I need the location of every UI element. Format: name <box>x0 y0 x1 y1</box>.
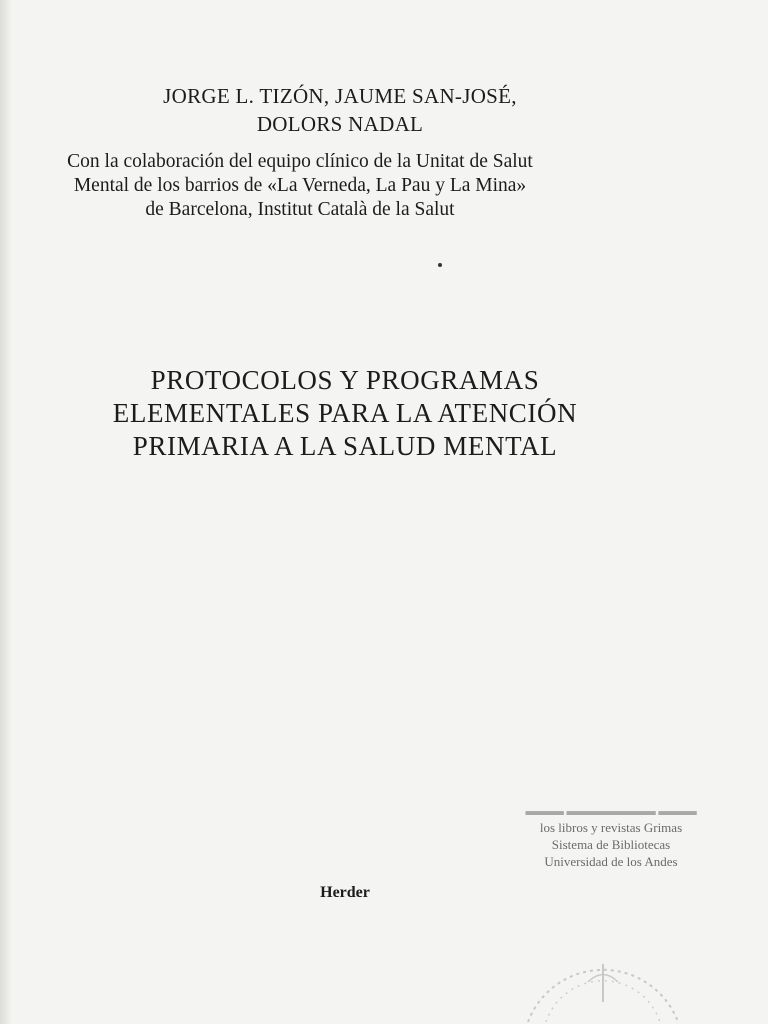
authors-line-1: JORGE L. TIZÓN, JAUME SAN-JOSÉ, <box>163 84 517 108</box>
title-line-1: PROTOCOLOS Y PROGRAMAS <box>150 365 540 395</box>
stamp-line-1: ▬▬▬ ▬▬▬▬▬▬▬ ▬▬▬ <box>525 803 697 818</box>
title-line-2: ELEMENTALES PARA LA ATENCIÓN <box>112 398 578 428</box>
collaboration-note <box>0 150 600 222</box>
library-seal-icon <box>508 872 698 1022</box>
stamp-line-2: los libros y revistas Grimas <box>539 820 683 835</box>
title-line-3: PRIMARIA A LA SALUD MENTAL <box>132 431 558 461</box>
ink-speck <box>438 263 442 267</box>
stamp-line-4: Universidad de los Andes <box>544 854 678 869</box>
collaboration-line-1: Con la colaboración del equipo clínico de la Unitat de Salut <box>67 151 533 172</box>
authors-line-2: DOLORS NADAL <box>256 112 424 136</box>
authors-block <box>0 82 680 138</box>
publisher-name: Herder <box>320 884 370 901</box>
collaboration-line-2: Mental de los barrios de «La Verneda, La Pau y La Mina» <box>73 175 527 196</box>
collaboration-line-3: de Barcelona, Institut Català de la Salut <box>145 199 455 220</box>
library-stamp <box>506 802 716 872</box>
book-title <box>0 364 690 463</box>
stamp-line-3: Sistema de Bibliotecas <box>551 837 671 852</box>
